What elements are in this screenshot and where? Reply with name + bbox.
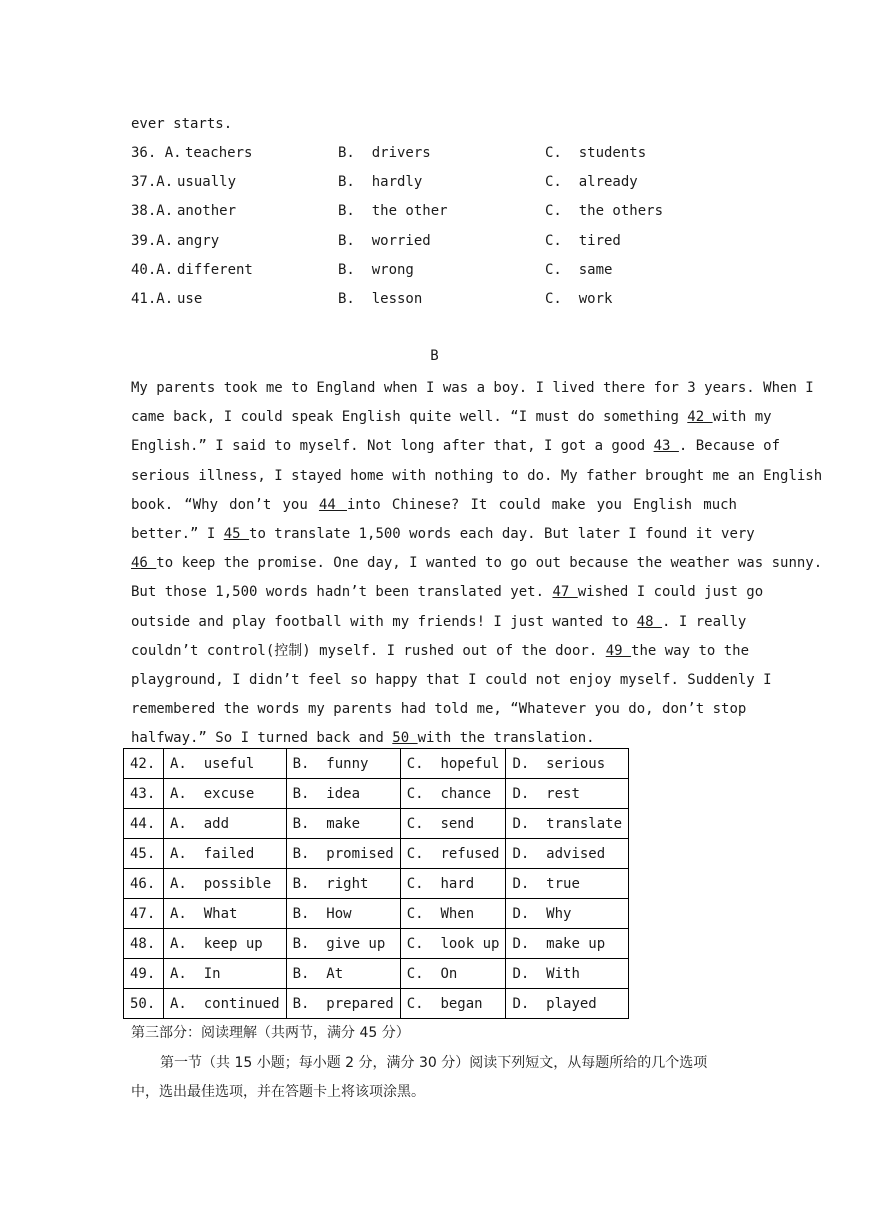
text: the way to the — [631, 642, 750, 659]
blank-47: 47 — [552, 584, 578, 601]
text: wished I could just go — [577, 584, 764, 601]
text: . I really — [662, 613, 747, 630]
option-cell: B. make — [286, 809, 400, 839]
option-c: C. already — [545, 174, 638, 190]
instruction-line-1: 第一节（共 15 小题；每小题 2 分，满分 30 分）阅读下列短文，从每题所给的几个选项 — [160, 1055, 708, 1071]
passage-b — [131, 374, 823, 753]
option-cell: C. look up — [400, 929, 506, 959]
question-number-cell: 50. — [124, 989, 164, 1019]
text: with my — [712, 409, 772, 426]
passage-line — [131, 549, 823, 578]
question-number: 38.A. — [131, 203, 174, 219]
option-cell: A. add — [164, 809, 287, 839]
option-cell: A. continued — [164, 989, 287, 1019]
option-b: B. the other — [338, 203, 448, 219]
table-row — [124, 779, 629, 809]
text: book. “Why don’t you — [131, 496, 319, 513]
passage-a-fragment: ever starts. — [131, 116, 233, 132]
option-cell: A. failed — [164, 839, 287, 869]
blank-48: 48 — [636, 613, 663, 630]
option-a: angry — [177, 233, 220, 249]
option-cell: B. At — [286, 959, 400, 989]
part3-heading: 第三部分：阅读理解（共两节，满分 45 分） — [131, 1025, 410, 1041]
option-cell: A. excuse — [164, 779, 287, 809]
option-row-37 — [131, 172, 751, 192]
option-c: C. tired — [545, 233, 621, 249]
passage-line: playground, I didn’t feel so happy that I could not enjoy myself. Suddenly I — [131, 671, 772, 688]
section-b-title: B — [430, 348, 439, 364]
passage-line — [131, 491, 737, 520]
option-row-39 — [131, 231, 751, 251]
option-cell: A. keep up — [164, 929, 287, 959]
option-cell: C. began — [400, 989, 506, 1019]
option-a: different — [177, 262, 253, 278]
text: into Chinese? It could make you English much — [346, 496, 737, 513]
passage-line: My parents took me to England when I was a boy. I lived there for 3 years. When I — [131, 380, 814, 396]
option-row-40 — [131, 260, 751, 280]
passage-line — [131, 432, 781, 461]
option-cell: D. true — [506, 869, 629, 899]
option-cell: C. refused — [400, 839, 506, 869]
option-c: C. students — [545, 145, 647, 161]
option-cell: A. In — [164, 959, 287, 989]
blank-43: 43 — [653, 438, 679, 455]
question-number-cell: 48. — [124, 929, 164, 959]
blank-45: 45 — [223, 525, 250, 542]
option-cell: B. right — [286, 869, 400, 899]
text: English.” I said to myself. Not long after that, I got a good — [131, 438, 654, 455]
question-number-cell: 45. — [124, 839, 164, 869]
option-cell: C. hard — [400, 869, 506, 899]
option-cell: C. When — [400, 899, 506, 929]
text: came back, I could speak English quite well. “I must do something — [131, 409, 688, 426]
text: couldn’t control(控制) myself. I rushed out of the door. — [131, 642, 606, 659]
option-cell: B. How — [286, 899, 400, 929]
question-number: 39.A. — [131, 233, 174, 249]
table-row — [124, 959, 629, 989]
question-number-cell: 42. — [124, 749, 164, 779]
options-table-body — [124, 749, 629, 1019]
question-number-cell: 49. — [124, 959, 164, 989]
passage-line — [131, 403, 772, 432]
text: to translate 1,500 words each day. But later I found it very — [249, 525, 755, 542]
table-row — [124, 869, 629, 899]
table-row — [124, 839, 629, 869]
text: . Because of — [678, 438, 781, 455]
option-cell: B. promised — [286, 839, 400, 869]
option-a: another — [177, 203, 237, 219]
option-cell: B. prepared — [286, 989, 400, 1019]
blank-44: 44 — [318, 496, 347, 513]
option-cell: D. With — [506, 959, 629, 989]
option-b: B. worried — [338, 233, 431, 249]
option-cell: A. possible — [164, 869, 287, 899]
option-a: usually — [177, 174, 237, 190]
option-row-38 — [131, 201, 751, 221]
text: to keep the promise. One day, I wanted to go out because the weather was sunny. — [156, 555, 823, 572]
option-cell: D. played — [506, 989, 629, 1019]
question-number-cell: 47. — [124, 899, 164, 929]
question-number-cell: 43. — [124, 779, 164, 809]
option-b: B. wrong — [338, 262, 414, 278]
option-c: C. work — [545, 291, 613, 307]
option-cell: A. useful — [164, 749, 287, 779]
text: with the translation. — [417, 730, 595, 747]
table-row — [124, 749, 629, 779]
option-cell: B. give up — [286, 929, 400, 959]
option-cell: D. serious — [506, 749, 629, 779]
option-b: B. lesson — [338, 291, 423, 307]
blank-46: 46 — [131, 555, 157, 572]
question-number: 37.A. — [131, 174, 174, 190]
option-cell: C. hopeful — [400, 749, 506, 779]
blank-49: 49 — [605, 642, 632, 659]
question-number-cell: 44. — [124, 809, 164, 839]
question-number-cell: 46. — [124, 869, 164, 899]
passage-line — [131, 608, 747, 637]
table-row — [124, 899, 629, 929]
table-row — [124, 929, 629, 959]
text: outside and play football with my friends! I just wanted to — [131, 613, 637, 630]
passage-line — [131, 637, 750, 666]
option-row-36 — [131, 143, 751, 163]
question-number: 36. A. — [131, 145, 182, 161]
option-cell: D. advised — [506, 839, 629, 869]
option-cell: C. send — [400, 809, 506, 839]
option-cell: B. funny — [286, 749, 400, 779]
option-cell: B. idea — [286, 779, 400, 809]
option-c: C. the others — [545, 203, 664, 219]
option-cell: D. Why — [506, 899, 629, 929]
table-row — [124, 989, 629, 1019]
text: halfway.” So I turned back and — [131, 730, 393, 747]
option-cell: D. rest — [506, 779, 629, 809]
option-cell: A. What — [164, 899, 287, 929]
table-row — [124, 809, 629, 839]
blank-50: 50 — [392, 730, 418, 747]
option-a: use — [177, 291, 203, 307]
question-number: 40.A. — [131, 262, 174, 278]
option-cell: D. translate — [506, 809, 629, 839]
option-a: teachers — [185, 145, 253, 161]
option-cell: D. make up — [506, 929, 629, 959]
passage-line: serious illness, I stayed home with nothing to do. My father brought me an English — [131, 467, 823, 484]
option-row-41 — [131, 289, 751, 309]
options-table — [123, 748, 629, 1019]
instruction-line-2: 中，选出最佳选项，并在答题卡上将该项涂黑。 — [131, 1084, 425, 1100]
text: But those 1,500 words hadn’t been translated yet. — [131, 584, 553, 601]
option-b: B. hardly — [338, 174, 423, 190]
blank-42: 42 — [687, 409, 713, 426]
option-c: C. same — [545, 262, 613, 278]
question-number: 41.A. — [131, 291, 174, 307]
option-cell: C. chance — [400, 779, 506, 809]
option-b: B. drivers — [338, 145, 431, 161]
text: better.” I — [131, 525, 224, 542]
passage-line: remembered the words my parents had told me, “Whatever you do, don’t stop — [131, 701, 747, 718]
passage-line — [131, 578, 764, 607]
option-cell: C. On — [400, 959, 506, 989]
passage-line — [131, 520, 755, 549]
